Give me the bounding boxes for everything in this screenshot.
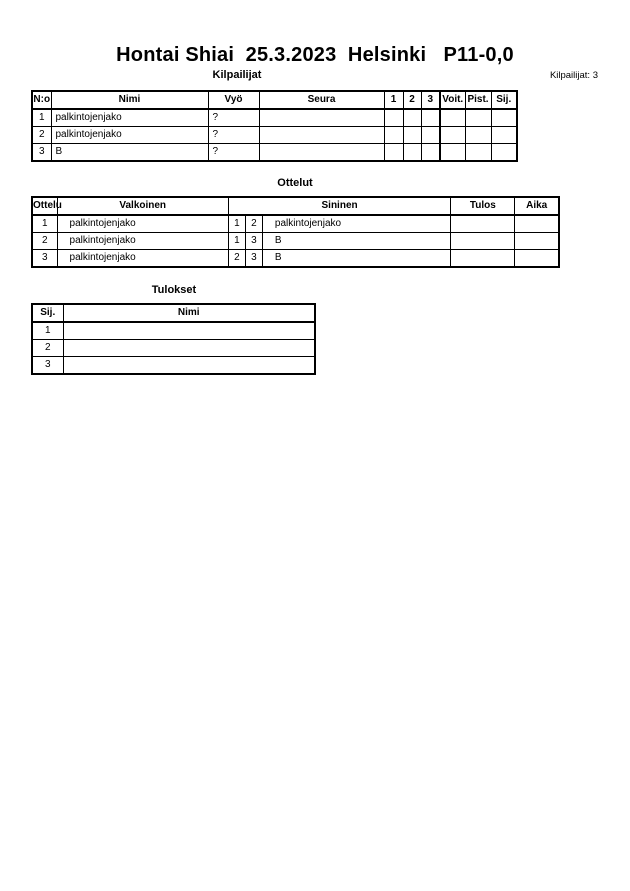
round-2-cell xyxy=(403,109,421,127)
blue-competitor: palkintojenjako xyxy=(262,215,450,233)
points-cell xyxy=(465,127,491,144)
participant-count: Kilpailijat: 3 xyxy=(549,70,598,81)
col-header-match: Ottelu xyxy=(32,197,57,215)
points-cell xyxy=(465,109,491,127)
result-name xyxy=(63,357,315,375)
table-row xyxy=(32,340,315,357)
table-row xyxy=(32,109,517,127)
results-section-title: Tulokset xyxy=(151,284,197,296)
match-result xyxy=(451,215,515,233)
wins-cell xyxy=(440,109,465,127)
place-cell xyxy=(491,144,517,162)
round-3-cell xyxy=(421,127,440,144)
round-3-cell xyxy=(421,109,440,127)
competitor-number: 3 xyxy=(32,144,51,162)
competitor-belt: ? xyxy=(208,127,259,144)
match-number: 3 xyxy=(32,250,57,268)
result-place: 2 xyxy=(32,340,63,357)
round-1-cell xyxy=(384,144,403,162)
table-row xyxy=(32,127,517,144)
round-2-cell xyxy=(403,144,421,162)
white-competitor: palkintojenjako xyxy=(57,233,228,250)
blue-competitor: B xyxy=(262,250,450,268)
result-name xyxy=(63,340,315,357)
match-time xyxy=(515,250,559,268)
competitor-name: palkintojenjako xyxy=(51,109,208,127)
col-header-result: Tulos xyxy=(451,197,515,215)
col-header-name: Nimi xyxy=(51,91,208,109)
white-competitor-number: 2 xyxy=(228,250,245,268)
competitor-number: 1 xyxy=(32,109,51,127)
col-header-place: Sij. xyxy=(491,91,517,109)
result-place: 1 xyxy=(32,322,63,340)
col-header-no: N:o xyxy=(32,91,51,109)
competitor-belt: ? xyxy=(208,144,259,162)
results-header-row xyxy=(32,304,315,322)
round-1-cell xyxy=(384,127,403,144)
competitor-name: B xyxy=(51,144,208,162)
competitors-section-title: Kilpailijat xyxy=(212,69,262,81)
place-cell xyxy=(491,109,517,127)
blue-competitor-number: 3 xyxy=(245,233,262,250)
blue-competitor-number: 2 xyxy=(245,215,262,233)
match-time xyxy=(515,215,559,233)
competitors-table xyxy=(31,90,518,162)
competitor-number: 2 xyxy=(32,127,51,144)
blue-competitor-number: 3 xyxy=(245,250,262,268)
col-header-wins: Voit. xyxy=(440,91,465,109)
competitors-header-row xyxy=(32,91,517,109)
competitor-club xyxy=(259,109,384,127)
table-row xyxy=(32,144,517,162)
col-header-white: Valkoinen xyxy=(57,197,228,215)
table-row xyxy=(32,215,559,233)
col-header-points: Pist. xyxy=(465,91,491,109)
match-result xyxy=(451,250,515,268)
round-1-cell xyxy=(384,109,403,127)
points-cell xyxy=(465,144,491,162)
matches-header-row xyxy=(32,197,559,215)
results-table xyxy=(31,303,316,375)
col-header-name: Nimi xyxy=(63,304,315,322)
col-header-time: Aika xyxy=(515,197,559,215)
round-3-cell xyxy=(421,144,440,162)
match-number: 2 xyxy=(32,233,57,250)
wins-cell xyxy=(440,127,465,144)
col-header-club: Seura xyxy=(259,91,384,109)
white-competitor-number: 1 xyxy=(228,233,245,250)
match-time xyxy=(515,233,559,250)
col-header-place: Sij. xyxy=(32,304,63,322)
table-row xyxy=(32,250,559,268)
table-row xyxy=(32,322,315,340)
col-header-blue: Sininen xyxy=(228,197,450,215)
matches-section-title: Ottelut xyxy=(277,177,313,189)
wins-cell xyxy=(440,144,465,162)
competitor-belt: ? xyxy=(208,109,259,127)
col-header-round-1: 1 xyxy=(384,91,403,109)
place-cell xyxy=(491,127,517,144)
col-header-round-3: 3 xyxy=(421,91,440,109)
table-row xyxy=(32,357,315,375)
competitor-club xyxy=(259,144,384,162)
col-header-round-2: 2 xyxy=(403,91,421,109)
match-result xyxy=(451,233,515,250)
match-number: 1 xyxy=(32,215,57,233)
competitor-name: palkintojenjako xyxy=(51,127,208,144)
round-2-cell xyxy=(403,127,421,144)
white-competitor: palkintojenjako xyxy=(57,250,228,268)
col-header-belt: Vyö xyxy=(208,91,259,109)
result-name xyxy=(63,322,315,340)
matches-table xyxy=(31,196,560,268)
white-competitor: palkintojenjako xyxy=(57,215,228,233)
blue-competitor: B xyxy=(262,233,450,250)
table-row xyxy=(32,233,559,250)
competitor-club xyxy=(259,127,384,144)
page-title: Hontai Shiai 25.3.2023 Helsinki P11-0,0 xyxy=(116,44,514,66)
white-competitor-number: 1 xyxy=(228,215,245,233)
result-place: 3 xyxy=(32,357,63,375)
